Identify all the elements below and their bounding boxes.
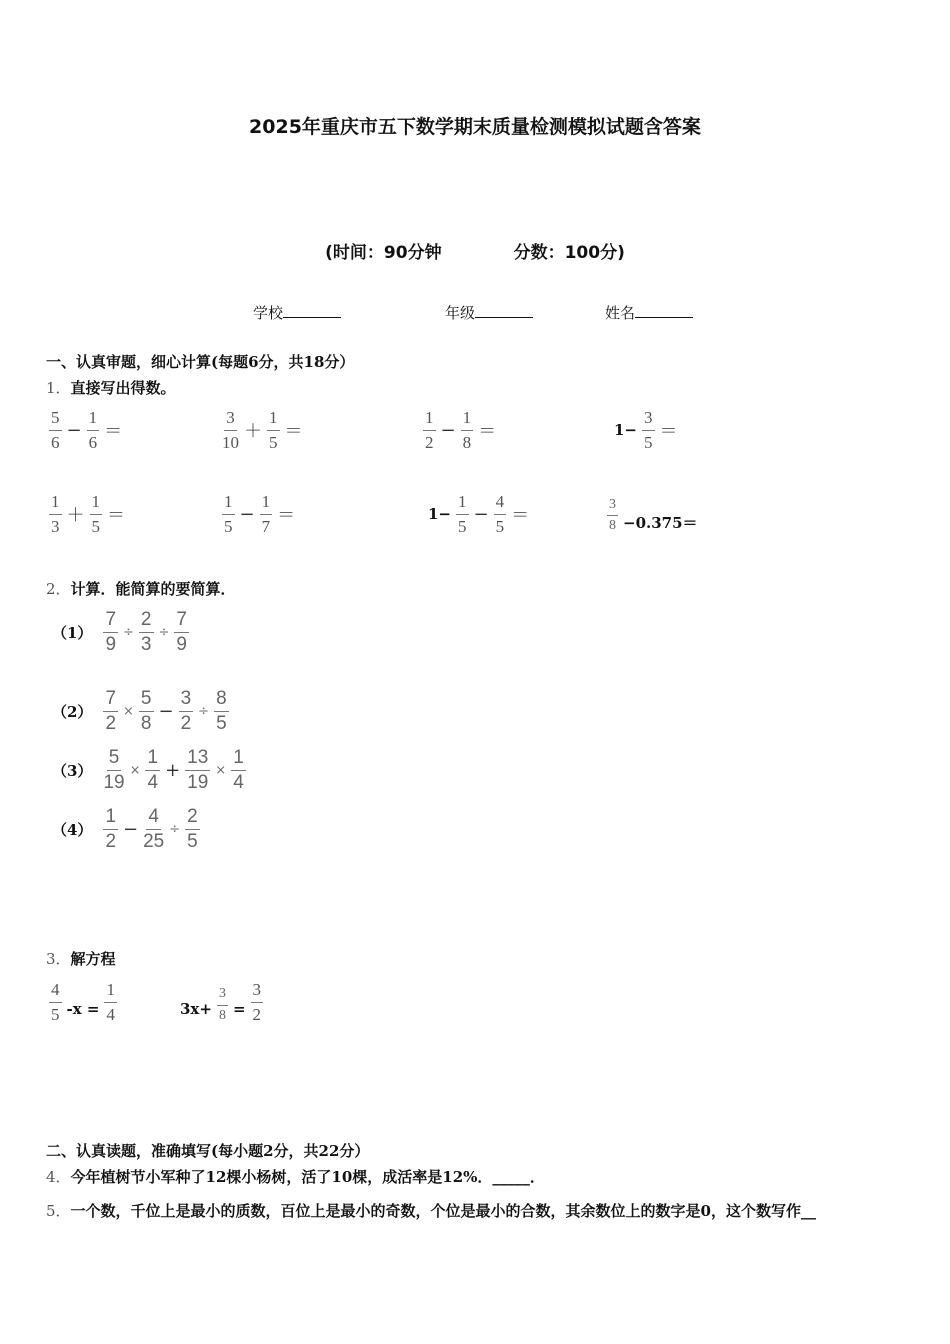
equation-middle: = xyxy=(232,1000,246,1019)
fraction: $\frac{1}{7}$ xyxy=(261,492,271,536)
fraction: $\frac{3}{10}$ xyxy=(222,408,239,452)
question-text: 一个数，千位上是最小的质数，百位上是最小的奇数，个位是最小的合数，其余数位上的数字是0，这个数写作__ xyxy=(70,1202,816,1220)
equation-1 xyxy=(46,980,120,1024)
operator: ＋ xyxy=(66,505,85,527)
question-number: 1． xyxy=(46,379,71,397)
operator: ÷ xyxy=(169,821,181,837)
sub-label: （1） xyxy=(52,623,93,642)
name-field xyxy=(605,302,693,323)
fraction: $\frac{5}{8}$ xyxy=(140,688,152,734)
equals-sign: ＝ xyxy=(107,505,125,527)
calc-item xyxy=(219,408,305,452)
fraction: $\frac{4}{5}$ xyxy=(495,492,505,536)
fraction: $\frac{2}{5}$ xyxy=(187,806,198,852)
calc-item xyxy=(604,497,700,534)
equation-middle: -x = xyxy=(66,1000,100,1019)
fraction: $\frac{7}{2}$ xyxy=(105,688,117,734)
operator: − xyxy=(158,700,174,722)
calc-item xyxy=(46,408,124,452)
grade-label: 年级 xyxy=(445,304,476,322)
equation-2 xyxy=(178,980,266,1024)
fraction: $\frac{1}{3}$ xyxy=(51,492,60,536)
question-4 xyxy=(46,1166,545,1187)
operator: − xyxy=(473,503,489,525)
question-number: 2． xyxy=(46,580,71,598)
operator: × xyxy=(215,762,227,778)
fraction: $\frac{4}{5}$ xyxy=(51,980,60,1024)
fraction: $\frac{1}{5}$ xyxy=(458,492,467,536)
calc-item xyxy=(426,492,531,536)
question-2 xyxy=(46,578,236,599)
question-3 xyxy=(46,948,116,969)
question-text: 计算．能简算的要简算． xyxy=(70,580,236,598)
fraction: $\frac{3}{2}$ xyxy=(252,980,262,1024)
fraction: $\frac{5}{6}$ xyxy=(51,408,60,452)
fraction: $\frac{1}{8}$ xyxy=(462,408,472,452)
section-1-heading: 一、认真审题，细心计算(每题6分，共18分） xyxy=(46,353,355,371)
calc-expression xyxy=(52,610,192,655)
sub-label: （2） xyxy=(52,702,93,721)
grade-field xyxy=(445,302,533,323)
fraction: $\frac{3}{2}$ xyxy=(180,688,192,734)
equals-sign: ＝ xyxy=(104,421,123,443)
question-text: 直接写出得数。 xyxy=(70,379,176,397)
school-label: 学校 xyxy=(253,304,284,322)
operator: × xyxy=(129,762,141,778)
school-blank[interactable] xyxy=(283,305,341,318)
fraction: $\frac{8}{5}$ xyxy=(216,688,227,734)
leading-term: 1− xyxy=(428,505,452,524)
fraction: $\frac{4}{25}$ xyxy=(143,806,165,852)
question-5 xyxy=(46,1200,816,1221)
question-number: 3． xyxy=(46,950,71,968)
calc-item xyxy=(46,492,127,536)
sub-label: （3） xyxy=(52,761,93,780)
fraction: $\frac{3}{8}$ xyxy=(609,497,616,534)
name-label: 姓名 xyxy=(605,304,636,322)
section-2-heading: 二、认真读题，准确填写(每小题2分，共22分） xyxy=(46,1142,370,1160)
fraction: $\frac{1}{2}$ xyxy=(105,806,117,852)
fraction: $\frac{1}{2}$ xyxy=(425,408,434,452)
exam-meta xyxy=(0,238,950,263)
trailing-term: −0.375＝ xyxy=(623,514,698,533)
equals-sign: ＝ xyxy=(277,505,296,527)
fraction: $\frac{7}{9}$ xyxy=(176,609,187,655)
fraction: $\frac{1}{4}$ xyxy=(233,747,244,793)
fraction: $\frac{13}{19}$ xyxy=(187,747,209,793)
leading-term: 1− xyxy=(614,421,638,440)
fraction: $\frac{2}{3}$ xyxy=(140,609,152,655)
question-number: 5． xyxy=(46,1202,71,1220)
calc-item xyxy=(612,408,680,452)
calc-item xyxy=(219,492,297,536)
fraction: $\frac{1}{5}$ xyxy=(269,408,278,452)
fraction: $\frac{5}{19}$ xyxy=(103,747,125,793)
time-limit: (时间：90分钟 xyxy=(325,243,442,263)
fraction: $\frac{7}{9}$ xyxy=(105,609,117,655)
sub-label: （4） xyxy=(52,820,93,839)
total-score: 分数：100分) xyxy=(513,243,625,263)
calc-item xyxy=(420,408,498,452)
question-number: 4． xyxy=(46,1168,71,1186)
question-text: 解方程 xyxy=(70,950,116,968)
page-title: 2025年重庆市五下数学期末质量检测模拟试题含答案 xyxy=(249,116,701,138)
question-text: 今年植树节小军种了12棵小杨树，活了10棵，成活率是12%．_____． xyxy=(70,1168,545,1186)
equals-sign: ＝ xyxy=(478,421,497,443)
question-1 xyxy=(46,377,176,398)
calc-expression xyxy=(52,807,203,852)
operator: − xyxy=(440,419,456,441)
equation-lead: 3x+ xyxy=(180,1000,212,1019)
name-blank[interactable] xyxy=(635,305,693,318)
operator: ＋ xyxy=(244,421,262,443)
fraction: $\frac{1}{5}$ xyxy=(91,492,100,536)
fraction: $\frac{1}{6}$ xyxy=(88,408,98,452)
fraction: $\frac{1}{4}$ xyxy=(147,747,159,793)
operator: − xyxy=(239,503,255,525)
school-field xyxy=(253,302,341,323)
calc-expression xyxy=(52,689,232,734)
operator: ÷ xyxy=(158,624,170,640)
fraction: $\frac{1}{5}$ xyxy=(224,492,233,536)
operator: ÷ xyxy=(123,624,134,640)
operator: + xyxy=(165,759,181,781)
equals-sign: ＝ xyxy=(659,421,678,443)
operator: − xyxy=(123,818,139,840)
fraction: $\frac{3}{5}$ xyxy=(644,408,653,452)
operator: − xyxy=(66,419,82,441)
grade-blank[interactable] xyxy=(475,305,533,318)
calc-expression xyxy=(52,748,249,793)
fraction: $\frac{1}{4}$ xyxy=(106,980,115,1024)
operator: × xyxy=(123,703,134,719)
equals-sign: ＝ xyxy=(284,421,303,443)
operator: ÷ xyxy=(198,703,210,719)
equals-sign: ＝ xyxy=(511,505,530,527)
fraction: $\frac{3}{8}$ xyxy=(218,986,226,1023)
